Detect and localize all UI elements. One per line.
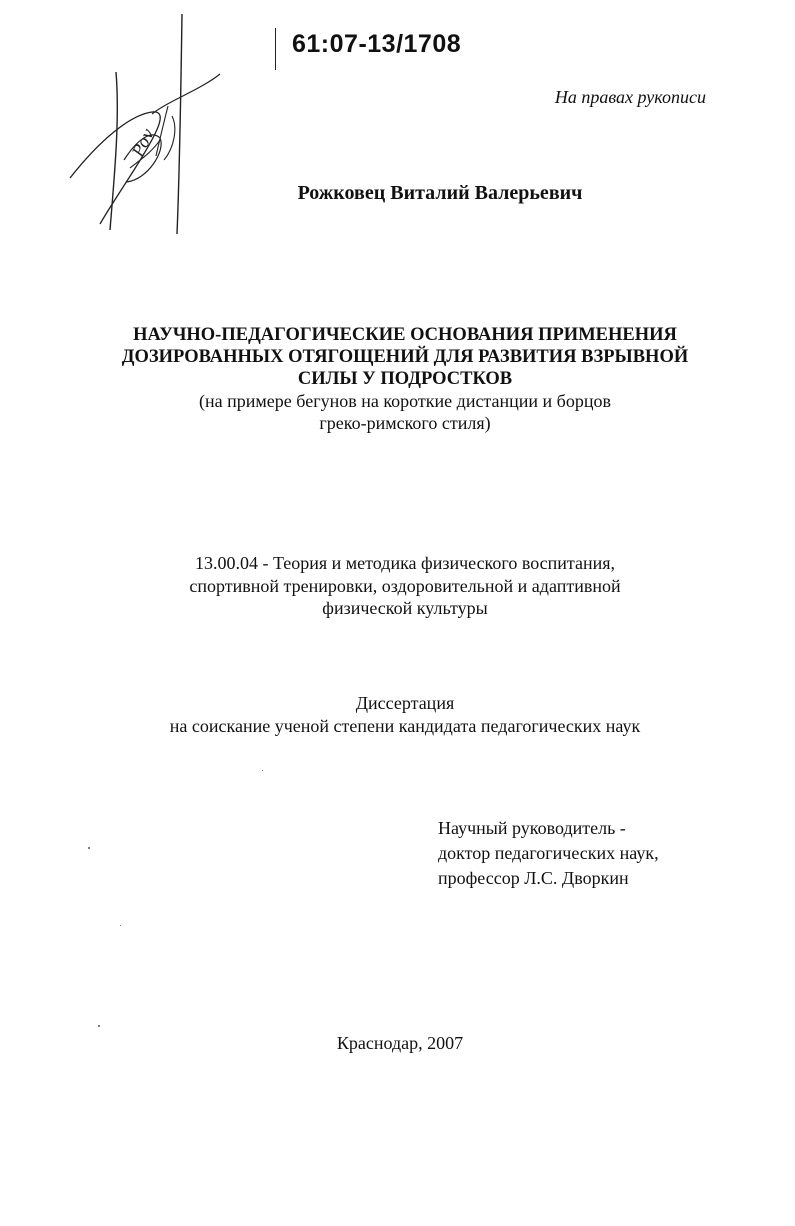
supervisor-line: профессор Л.С. Дворкин [438,868,629,888]
subtitle-line: (на примере бегунов на короткие дистанции и борцов [199,391,611,411]
specialty-name: - Теория и методика физического воспитания, [262,553,616,573]
scan-speck [88,847,90,849]
dissertation-block [60,692,750,737]
scan-speck [262,770,263,771]
stamp-divider [275,28,276,70]
title-line: ДОЗИРОВАННЫХ ОТЯГОЩЕНИЙ ДЛЯ РАЗВИТИЯ ВЗРЫВНОЙ [121,347,689,367]
specialty-line: спортивной тренировки, оздоровительной и адаптивной [189,575,621,596]
signature-text: Pov [128,125,158,160]
specialty-block [60,552,750,620]
handwritten-signature [60,10,240,240]
supervisor-block [438,816,659,891]
specialty-code: 13.00.04 [194,553,258,573]
subtitle-line: греко-римского стиля) [319,413,491,433]
scan-speck [120,925,121,926]
dissertation-label: Диссертация [355,693,455,713]
scan-speck [98,1025,100,1027]
supervisor-line: Научный руководитель - [438,818,626,838]
stamp-code: 61:07-13/1708 [292,30,462,58]
title-line: СИЛЫ У ПОДРОСТКОВ [297,369,513,389]
specialty-line: физической культуры [322,598,488,618]
rights-note: На правах рукописи [554,87,706,107]
title-line: НАУЧНО-ПЕДАГОГИЧЕСКИЕ ОСНОВАНИЯ ПРИМЕНЕНИЯ [133,325,677,345]
city-year: Краснодар, 2007 [336,1033,464,1053]
supervisor-line: доктор педагогических наук, [438,843,659,863]
author-name: Рожковец Виталий Валерьевич [297,182,583,204]
dissertation-title [60,324,750,434]
specialty-line [60,552,750,575]
dissertation-degree: на соискание ученой степени кандидата педагогических наук [169,715,641,736]
